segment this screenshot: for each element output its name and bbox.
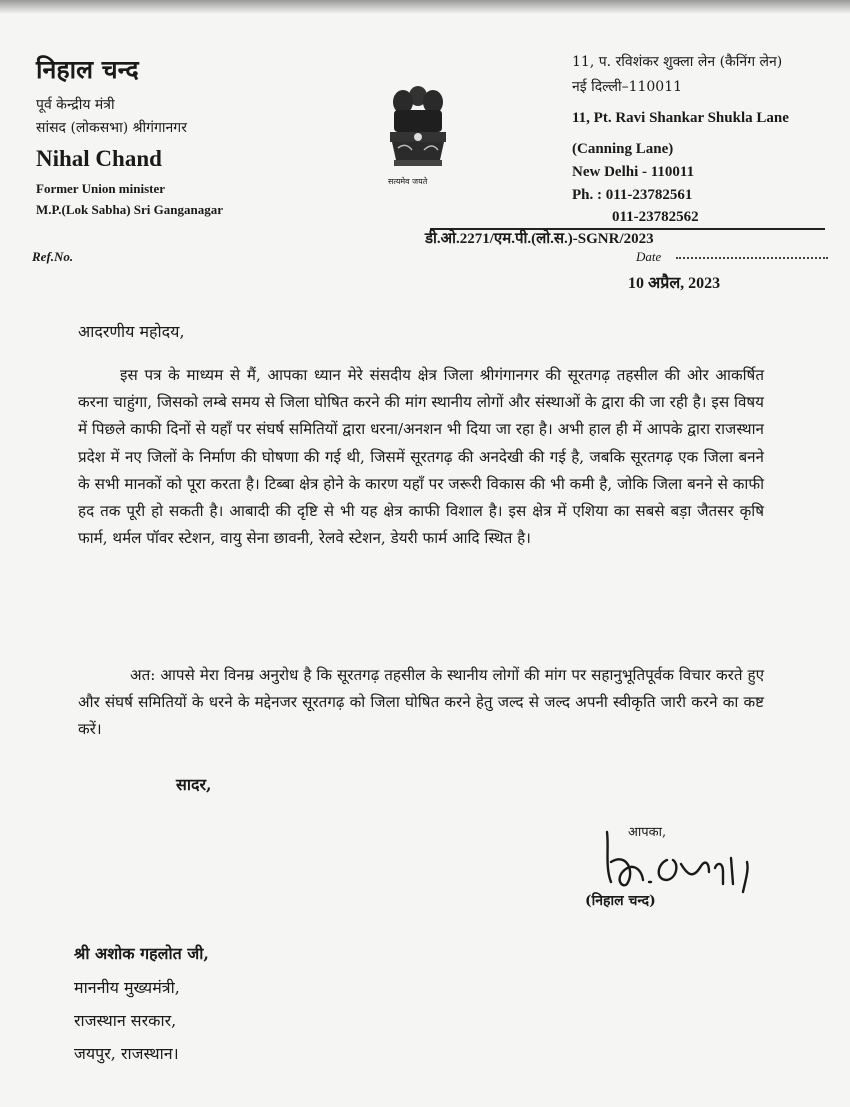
recipient-line-2: माननीय मुख्यमंत्री,: [74, 978, 180, 997]
date-dotted-line: [676, 257, 828, 259]
letter-date: 10 अप्रैल, 2023: [628, 275, 721, 292]
salutation: आदरणीय महोदय,: [78, 322, 185, 341]
sender-designation-english-1: Former Union minister: [36, 181, 166, 196]
phone-1: Ph. : 011-23782561: [572, 187, 693, 203]
signer-name: (निहाल चन्द): [585, 893, 656, 909]
address-english-1: 11, Pt. Ravi Shankar Shukla Lane: [572, 110, 789, 126]
yours-sincerely: आपका,: [628, 825, 667, 840]
sender-name-hindi: निहाल चन्द: [36, 55, 139, 84]
reference-number: डी.ओ.2271/एम.पी.(लो.स.)-SGNR/2023: [425, 231, 654, 247]
body-paragraph-1: इस पत्र के माध्यम से मैं, आपका ध्यान मेरे संसदीय क्षेत्र जिला श्रीगंगानगर की सूरतगढ़ तहसील की ओर आकर्षित करना चाहुंगा, जिसको लम्बे समय से जिला घोषित करने की मांग स्थानीय लोगों और संस्थाओं के द्वारा की जा रही है। इस विषय में पिछले काफी दिनों से यहाँ पर संघर्ष समितियों द्वारा धरना/अनशन भी दिया जा रहा है। अभी हाल ही में आपके द्वारा राजस्थान प्रदेश में नए जिलों के निर्माण की घोषणा की गई थी, जिसमें सूरतगढ़ की अनदेखी की गई है, जबकि सूरतगढ़ एक जिला बनने के सभी मानकों को पूरा करता है। टिब्बा क्षेत्र होने के कारण यहाँ पर जरूरी विकास की भी कमी है, जोकि जिला बनने से काफी हद तक पूरी हो सकती है। आबादी की दृष्टि से भी यह क्षेत्र काफी विशाल है। इस क्षेत्र में एशिया का सबसे बड़ा जैतसर कृषि फार्म, थर्मल पॉवर स्टेशन, वायु सेना छावनी, रेलवे स्टेशन, डेयरी फार्म आदि स्थित है।: [78, 366, 764, 548]
sender-designation-hindi-2: सांसद (लोकसभा) श्रीगंगानगर: [36, 120, 187, 136]
sender-name-english: Nihal Chand: [36, 146, 162, 171]
sender-designation-hindi-1: पूर्व केन्द्रीय मंत्री: [36, 97, 115, 113]
address-hindi-1: 11, प. रविशंकर शुक्ला लेन (कैनिंग लेन): [572, 54, 783, 70]
date-label: Date: [636, 249, 662, 264]
recipient-line-3: राजस्थान सरकार,: [74, 1011, 177, 1030]
closing: सादर,: [176, 775, 212, 794]
scan-shadow: [0, 0, 850, 14]
emblem-motto: सत्यमेव जयते: [388, 177, 428, 186]
phone-2: 011-23782562: [612, 209, 699, 225]
sender-designation-english-2: M.P.(Lok Sabha) Sri Ganganagar: [36, 202, 223, 217]
recipient-line-1: श्री अशोक गहलोत जी,: [74, 944, 209, 963]
address-english-2: (Canning Lane): [572, 141, 674, 157]
recipient-line-4: जयपुर, राजस्थान।: [74, 1044, 179, 1063]
address-hindi-2: नई दिल्ली–110011: [572, 79, 683, 95]
reference-label: Ref.No.: [32, 249, 74, 264]
address-english-3: New Delhi - 110011: [572, 164, 695, 180]
body-paragraph-2: अत: आपसे मेरा विनम्र अनुरोध है कि सूरतगढ़ तहसील के स्थानीय लोगों की मांग पर सहानुभूतिपूर्वक विचार करते हुए और संघर्ष समितियों के धरने के मद्देनजर सूरतगढ़ को जिला घोषित करने हेतु जल्द से जल्द अपनी स्वीकृति जारी करने का कष्ट करें।: [78, 666, 764, 739]
